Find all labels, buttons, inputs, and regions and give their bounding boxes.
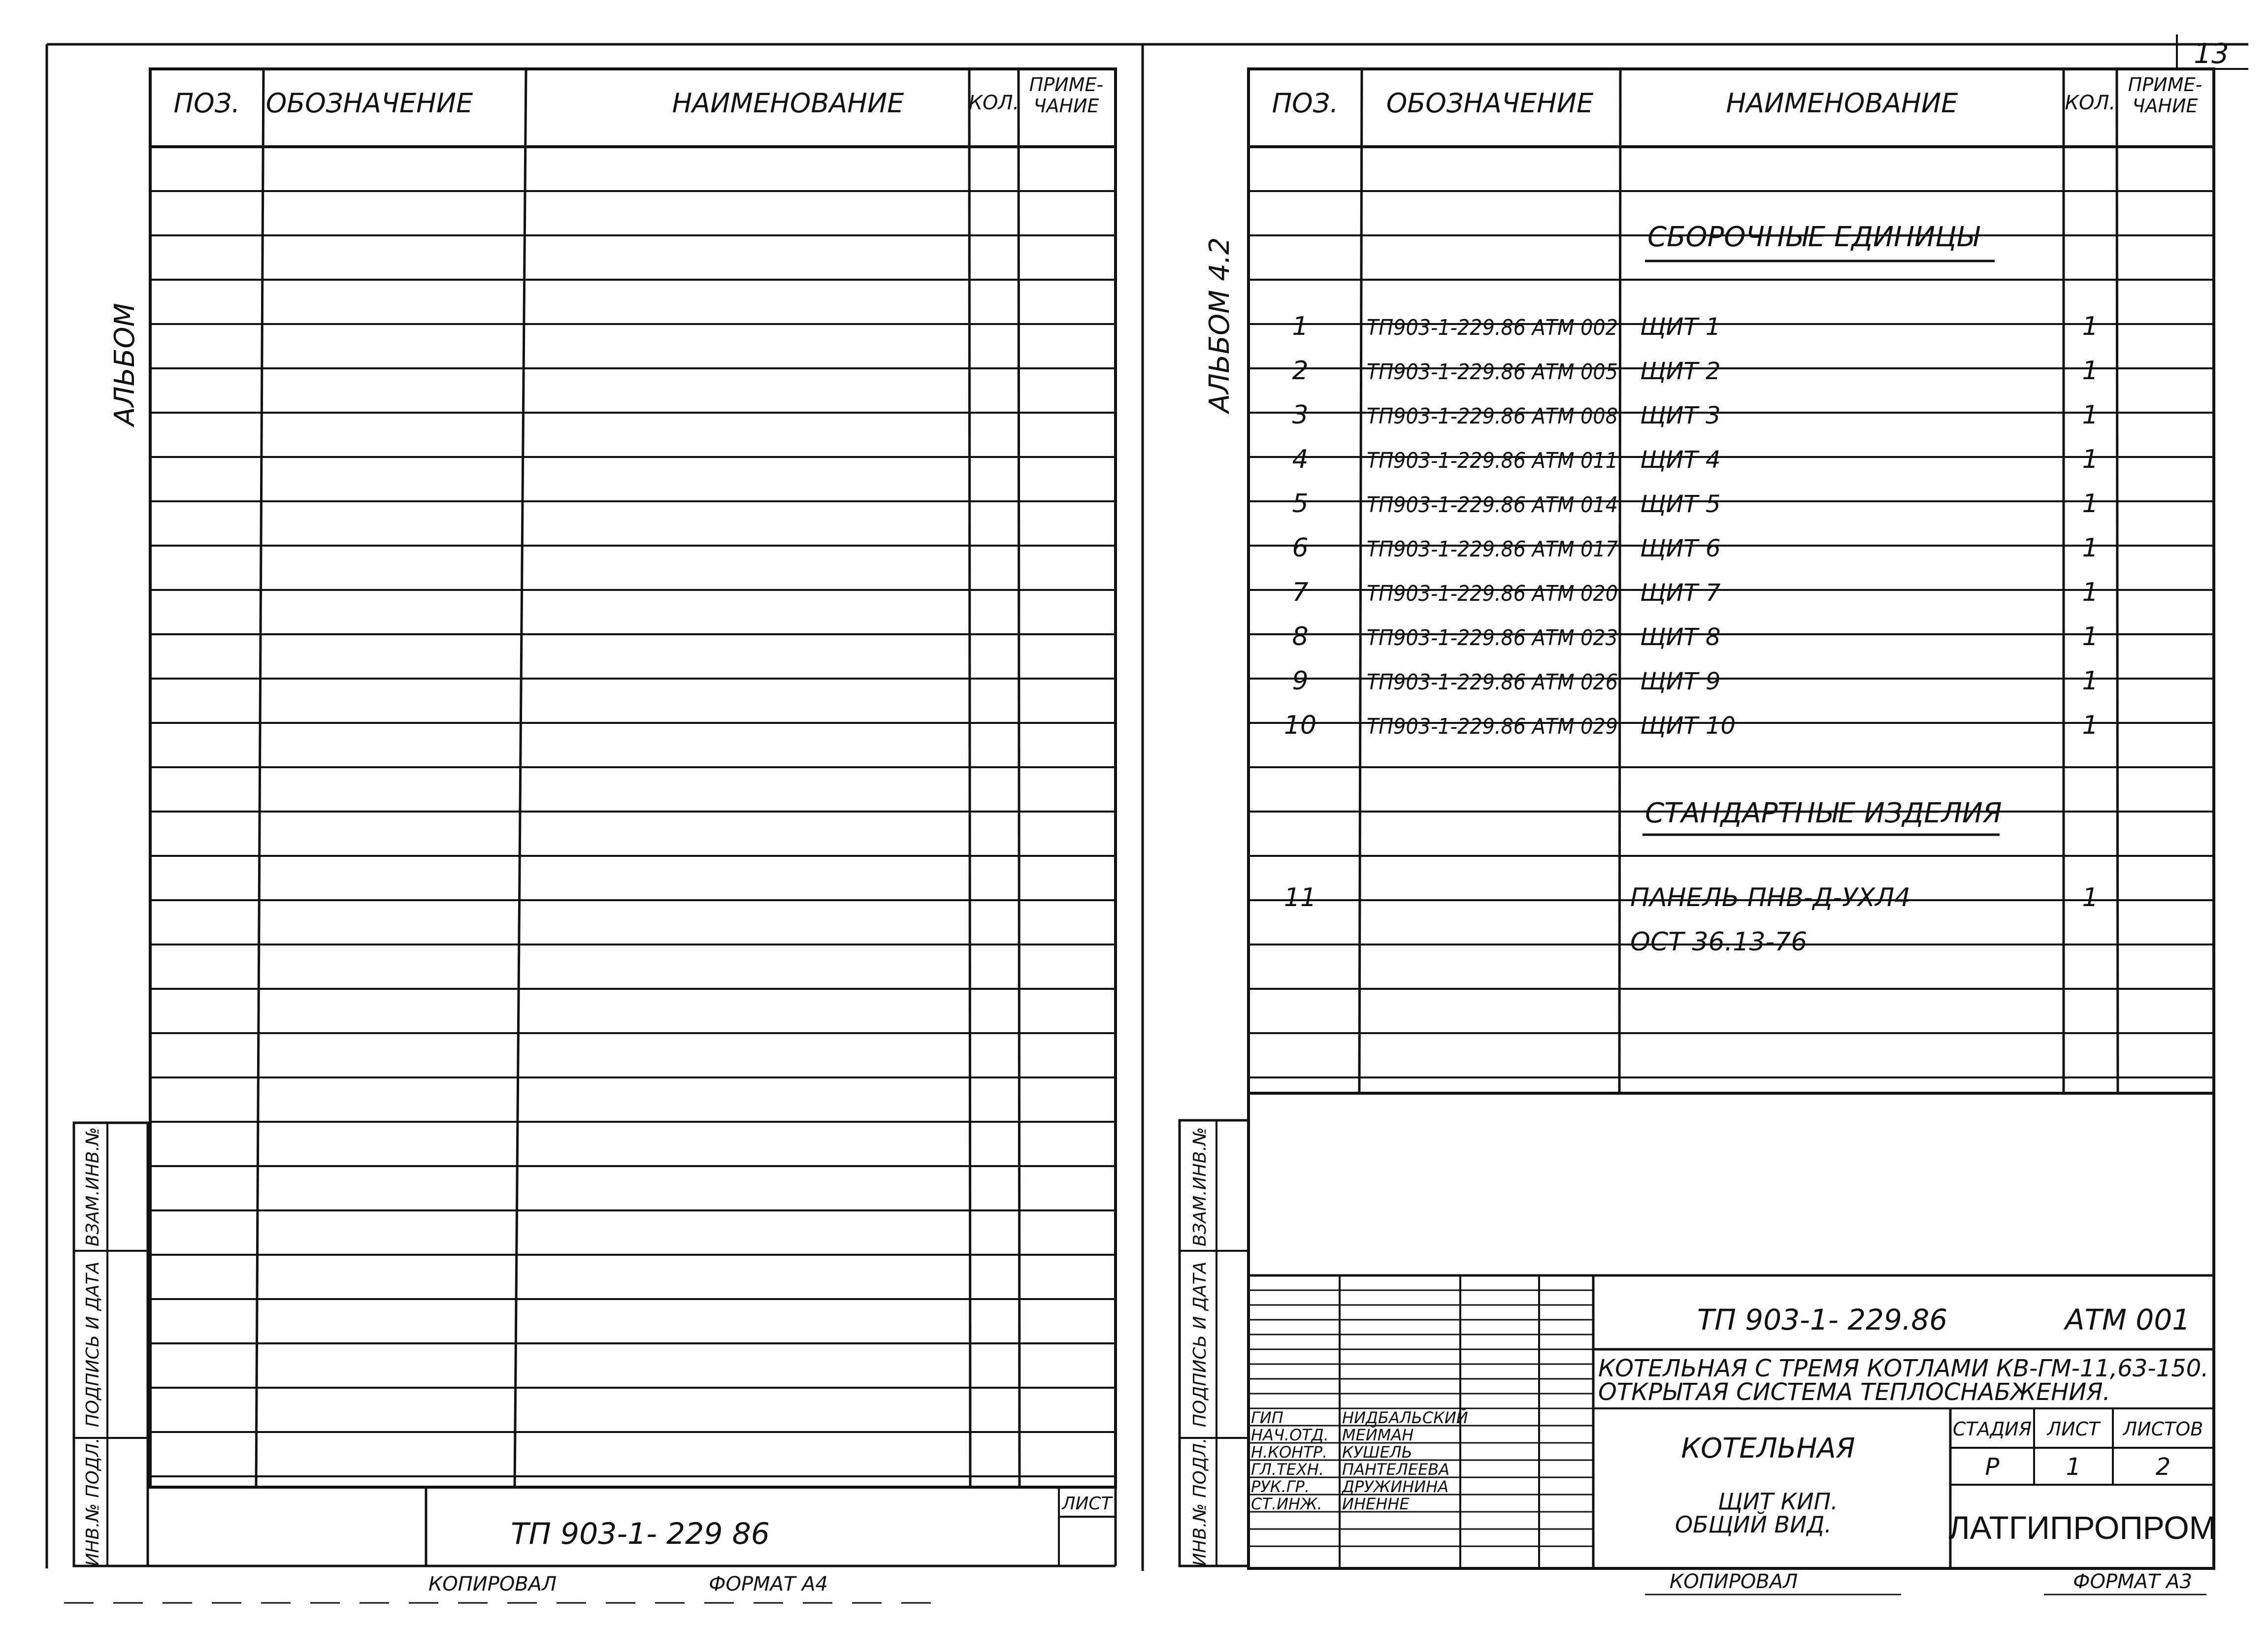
spec-row (1284, 711, 2099, 740)
tb-doc-suffix: АТМ 001 (2065, 1303, 2191, 1336)
left-bottom-stamp (74, 1487, 1116, 1566)
row-name: ЩИТ 3 (1640, 402, 1721, 429)
row-pos: 8 (1292, 622, 1309, 652)
row-pos: 6 (1292, 533, 1309, 563)
tb-sheet-title-2: ОБЩИЙ ВИД. (1675, 1511, 1832, 1538)
row-name: ЩИТ 1 (1640, 313, 1721, 341)
right-sheet (1143, 34, 2248, 1595)
row-qty: 1 (2082, 578, 2099, 607)
left-album-label: АЛЬБОМ (109, 303, 141, 426)
row-name: ЩИТ 10 (1640, 712, 1736, 740)
tb-organization: ЛАТГИПРОПРОМ (1948, 1509, 2216, 1546)
right-header-designation: ОБОЗНАЧЕНИЕ (1386, 88, 1594, 119)
signer-role: РУК.ГР. (1251, 1477, 1310, 1496)
row-qty: 1 (2082, 445, 2099, 474)
row-designation: ТП903-1-229.86 АТМ 017 (1367, 537, 1618, 562)
row-qty: 1 (2082, 400, 2099, 430)
row-pos: 2 (1292, 356, 1309, 386)
row-name: ЩИТ 8 (1640, 623, 1721, 651)
spec-row (1292, 578, 2098, 607)
left-format-label: ФОРМАТ А4 (709, 1573, 828, 1596)
tb-sheet: 1 (2066, 1453, 2081, 1481)
section-standard-items: СТАНДАРТНЫЕ ИЗДЕЛИЯ (1645, 797, 2002, 829)
spec-row (1292, 622, 2098, 652)
right-header-qty: КОЛ. (2065, 92, 2116, 114)
signer-name: ДРУЖИНИНА (1342, 1477, 1449, 1496)
tb-sheets-label: ЛИСТОВ (2123, 1418, 2203, 1440)
right-header-name: НАИМЕНОВАНИЕ (1726, 88, 1958, 119)
tb-sheet-title-1: ЩИТ КИП. (1718, 1488, 1838, 1515)
signer-role: Н.КОНТР. (1251, 1443, 1328, 1462)
row-qty: 1 (2082, 356, 2099, 386)
right-header-pos: ПОЗ. (1272, 88, 1339, 119)
tb-doc-code: ТП 903-1- 229.86 (1697, 1303, 1948, 1336)
tb-stage: Р (1985, 1453, 2000, 1481)
spec-row (1292, 356, 2098, 386)
row-pos: 10 (1283, 711, 1317, 740)
left-header-note-2: ЧАНИЕ (1033, 95, 1099, 117)
row-designation: ТП903-1-229.86 АТМ 029 (1367, 714, 1618, 739)
left-sheet-label: ЛИСТ (1062, 1494, 1112, 1514)
right-stamp-sign: ПОДПИСЬ И ДАТА (1190, 1261, 1210, 1428)
signer-name: НИДБАЛЬСКИЙ (1342, 1408, 1468, 1427)
spec-rows (1284, 312, 2099, 740)
left-header-pos: ПОЗ. (173, 88, 240, 119)
left-stamp-replace: ВЗАМ.ИНВ.№ (83, 1127, 103, 1247)
row-designation: ТП903-1-229.86 АТМ 002 (1367, 315, 1618, 340)
left-doc-code: ТП 903-1- 229 86 (511, 1517, 770, 1551)
row-pos: 1 (1292, 312, 1309, 341)
signer-name: КУШЕЛЬ (1342, 1443, 1413, 1462)
row-name: ЩИТ 7 (1640, 579, 1721, 607)
right-stamp-inv: ИНВ.№ ПОДЛ. (1190, 1437, 1210, 1566)
row-designation: ТП903-1-229.86 АТМ 020 (1367, 581, 1618, 606)
row-qty: 1 (2082, 489, 2099, 519)
std-item-name: ПАНЕЛЬ ПНВ-Д-УХЛ4 (1630, 883, 1911, 912)
right-header-note-2: ЧАНИЕ (2132, 95, 2198, 117)
signer-role: ГЛ.ТЕХН. (1251, 1460, 1324, 1479)
left-header-qty: КОЛ. (968, 92, 1019, 114)
signer-name: ИНЕННЕ (1342, 1495, 1410, 1513)
tb-project-line1: КОТЕЛЬНАЯ С ТРЕМЯ КОТЛАМИ КВ-ГМ-11,63-150. (1598, 1355, 2209, 1382)
std-item-standard: ОСТ 36.13-76 (1630, 927, 1808, 957)
left-stamp-sign: ПОДПИСЬ И ДАТА (83, 1261, 103, 1428)
row-pos: 4 (1292, 445, 1309, 474)
signer-role: НАЧ.ОТД. (1251, 1426, 1329, 1444)
right-stamp-replace: ВЗАМ.ИНВ.№ (1190, 1127, 1210, 1247)
right-header-note-1: ПРИМЕ- (2128, 74, 2202, 96)
spec-row (1292, 533, 2098, 563)
signer-role: ГИП (1251, 1408, 1283, 1427)
row-designation: ТП903-1-229.86 АТМ 014 (1367, 492, 1618, 518)
signer-name: МЕЙМАН (1342, 1426, 1414, 1444)
spec-row (1292, 312, 2098, 341)
row-qty: 1 (2082, 533, 2099, 563)
left-spec-table (150, 69, 1116, 1487)
row-qty: 1 (2082, 312, 2099, 341)
left-stamp-inv: ИНВ.№ ПОДЛ. (83, 1437, 103, 1566)
row-designation: ТП903-1-229.86 АТМ 023 (1367, 625, 1618, 651)
spec-row (1292, 489, 2098, 519)
row-designation: ТП903-1-229.86 АТМ 005 (1367, 359, 1618, 385)
left-side-stamp (74, 1123, 148, 1566)
spec-row (1292, 666, 2098, 696)
row-qty: 1 (2082, 711, 2099, 740)
row-designation: ТП903-1-229.86 АТМ 026 (1367, 670, 1618, 695)
left-header-name: НАИМЕНОВАНИЕ (672, 88, 904, 119)
left-header-designation: ОБОЗНАЧЕНИЕ (265, 88, 473, 119)
spec-row (1292, 445, 2098, 474)
page-number: 13 (2194, 38, 2229, 70)
signers (1251, 1408, 1468, 1513)
right-album-label: АЛЬБОМ 4.2 (1204, 237, 1236, 413)
row-qty: 1 (2082, 666, 2099, 696)
left-copied-label: КОПИРОВАЛ (428, 1573, 557, 1596)
row-name: ЩИТ 2 (1640, 358, 1721, 385)
tb-sheets: 2 (2155, 1453, 2171, 1481)
row-designation: ТП903-1-229.86 АТМ 011 (1367, 448, 1618, 473)
section-assembly-units: СБОРОЧНЫЕ ЕДИНИЦЫ (1647, 221, 1979, 253)
row-qty: 1 (2082, 622, 2099, 652)
row-name: ЩИТ 5 (1640, 490, 1721, 518)
std-item-pos: 11 (1283, 883, 1317, 912)
right-format-label: ФОРМАТ А3 (2073, 1570, 2192, 1593)
signer-role: СТ.ИНЖ. (1251, 1495, 1322, 1513)
row-pos: 3 (1292, 400, 1309, 430)
row-name: ЩИТ 9 (1640, 668, 1721, 695)
tb-sheet-label: ЛИСТ (2047, 1418, 2100, 1440)
signer-name: ПАНТЕЛЕЕВА (1342, 1460, 1450, 1479)
row-name: ЩИТ 6 (1640, 535, 1721, 562)
tb-stage-label: СТАДИЯ (1952, 1418, 2032, 1440)
right-copied-label: КОПИРОВАЛ (1669, 1570, 1798, 1593)
right-side-stamp (1180, 1120, 1249, 1566)
tb-project-line2: ОТКРЫТАЯ СИСТЕМА ТЕПЛОСНАБЖЕНИЯ. (1598, 1378, 2110, 1406)
title-block (1249, 1093, 2216, 1568)
row-pos: 5 (1292, 489, 1309, 519)
left-sheet (47, 44, 1143, 1603)
left-header-note-1: ПРИМЕ- (1029, 74, 1104, 96)
row-designation: ТП903-1-229.86 АТМ 008 (1367, 404, 1618, 429)
row-pos: 7 (1292, 578, 1309, 607)
std-item-qty: 1 (2082, 883, 2099, 912)
spec-row (1292, 400, 2098, 430)
row-pos: 9 (1292, 666, 1309, 696)
row-name: ЩИТ 4 (1640, 446, 1721, 474)
tb-object: КОТЕЛЬНАЯ (1681, 1433, 1855, 1465)
